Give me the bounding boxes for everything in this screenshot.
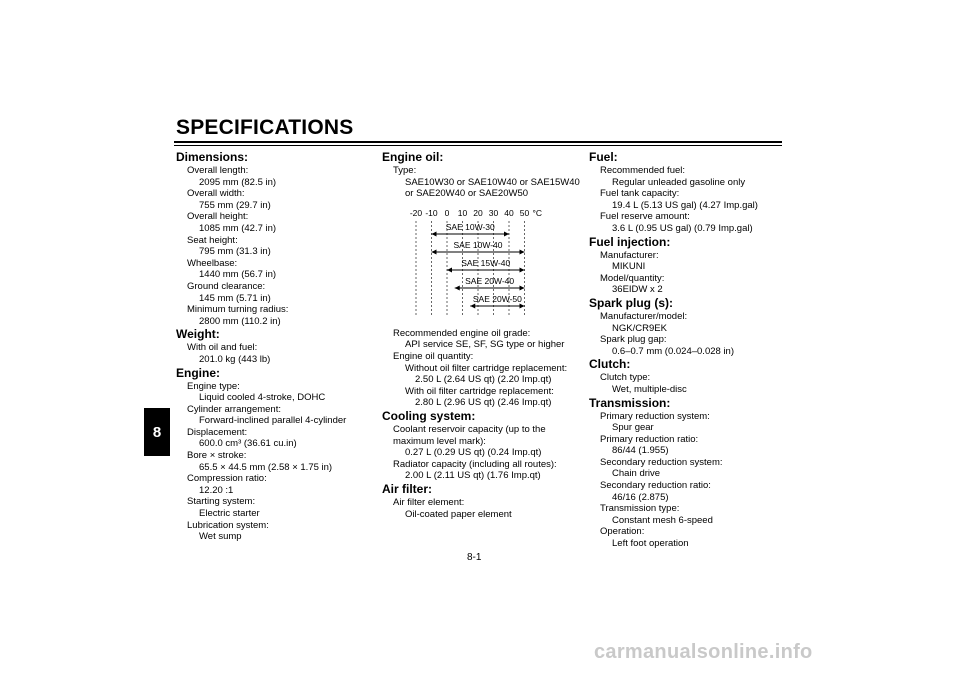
spec-value: 2.80 L (2.96 US qt) (2.46 Imp.qt) [415, 397, 552, 409]
section-heading-fuel-injection: Fuel injection: [589, 234, 671, 249]
arrow-left-icon [455, 285, 460, 290]
spec-value: Electric starter [199, 508, 260, 520]
spec-label: Secondary reduction ratio: [600, 480, 711, 492]
title-rule [174, 141, 782, 143]
spec-value: Wet sump [199, 531, 242, 543]
spec-value: 2.50 L (2.64 US qt) (2.20 Imp.qt) [415, 374, 552, 386]
spec-label: Manufacturer: [600, 249, 659, 261]
spec-label: Seat height: [187, 234, 238, 246]
arrow-right-icon [520, 285, 525, 290]
viscosity-grade-label: SAE 15W-40 [461, 257, 511, 268]
spec-value: 12.20 :1 [199, 484, 234, 496]
spec-value: 201.0 kg (443 lb) [199, 353, 271, 365]
section-heading-transmission: Transmission: [589, 395, 671, 410]
spec-label: Coolant reservoir capacity (up to the [393, 423, 546, 435]
arrow-left-icon [432, 249, 437, 254]
watermark: carmanualsonline.info [594, 641, 813, 663]
spec-value: Spur gear [612, 422, 654, 434]
spec-value: 46/16 (2.875) [612, 491, 669, 503]
spec-label: Recommended engine oil grade: [393, 327, 531, 339]
spec-label: Clutch type: [600, 372, 651, 384]
title-rule-thin [174, 145, 782, 146]
spec-value: 36EIDW x 2 [612, 284, 663, 296]
spec-label: Minimum turning radius: [187, 304, 289, 316]
spec-value: Chain drive [612, 468, 661, 480]
temp-unit-label: °C [532, 207, 543, 218]
spec-label: Starting system: [187, 496, 256, 508]
spec-label: Operation: [600, 526, 645, 538]
spec-label: Engine type: [187, 380, 240, 392]
oil-viscosity-svg [382, 206, 582, 326]
arrow-left-icon [432, 231, 437, 236]
arrow-right-icon [520, 249, 525, 254]
spec-value: 795 mm (31.3 in) [199, 246, 271, 258]
spec-value: 145 mm (5.71 in) [199, 292, 271, 304]
spec-value: 0.6–0.7 mm (0.024–0.028 in) [612, 345, 734, 357]
spec-label: Manufacturer/model: [600, 310, 688, 322]
spec-label: maximum level mark): [393, 435, 486, 447]
spec-label: Overall width: [187, 188, 245, 200]
viscosity-grade-label: SAE 10W-40 [453, 239, 503, 250]
spec-value: 600.0 cm³ (36.61 cu.in) [199, 438, 297, 450]
spec-value: NGK/CR9EK [612, 322, 667, 334]
spec-value: 19.4 L (5.13 US gal) (4.27 Imp.gal) [612, 199, 758, 211]
spec-label: Recommended fuel: [600, 165, 686, 176]
spec-label: Bore × stroke: [187, 450, 247, 462]
spec-label: Ground clearance: [187, 280, 266, 292]
spec-value: 3.6 L (0.95 US gal) (0.79 Imp.gal) [612, 222, 753, 234]
spec-value: 1085 mm (42.7 in) [199, 222, 277, 234]
spec-label: Model/quantity: [600, 272, 665, 284]
page-title: SPECIFICATIONS [176, 116, 354, 139]
spec-label: Primary reduction ratio: [600, 433, 699, 445]
spec-value: 0.27 L (0.29 US qt) (0.24 Imp.qt) [405, 447, 542, 459]
spec-label: Engine oil quantity: [393, 350, 474, 362]
spec-label: Radiator capacity (including all routes): [393, 458, 557, 470]
chapter-tab: 8 [144, 408, 170, 456]
viscosity-grade-label: SAE 10W-30 [445, 221, 495, 232]
spec-label: Primary reduction system: [600, 410, 710, 422]
spec-value: 2800 mm (110.2 in) [199, 315, 281, 327]
spec-label: Transmission type: [600, 503, 680, 515]
temp-tick-label: 10 [457, 207, 468, 218]
section-heading-weight: Weight: [176, 327, 220, 342]
arrow-left-icon [447, 267, 452, 272]
spec-value: Left foot operation [612, 538, 689, 550]
spec-label: Overall height: [187, 211, 249, 223]
spec-value: 86/44 (1.955) [612, 445, 669, 457]
section-heading-air-filter: Air filter: [382, 481, 433, 496]
page-number: 8-1 [467, 552, 482, 563]
oil-viscosity-chart [382, 206, 582, 326]
viscosity-grade-label: SAE 20W-50 [472, 293, 522, 304]
arrow-right-icon [520, 267, 525, 272]
section-heading-clutch: Clutch: [589, 357, 631, 372]
spec-value: Oil-coated paper element [405, 508, 512, 520]
temp-tick-label: 20 [473, 207, 483, 218]
temp-tick-label: -10 [425, 207, 438, 218]
spec-value: 2095 mm (82.5 in) [199, 176, 277, 188]
arrow-left-icon [470, 303, 475, 308]
spec-label: Overall length: [187, 165, 249, 176]
viscosity-grade-label: SAE 20W-40 [465, 275, 515, 286]
spec-label: With oil filter cartridge replacement: [405, 385, 554, 397]
spec-label: Lubrication system: [187, 519, 269, 531]
spec-value: Liquid cooled 4-stroke, DOHC [199, 392, 326, 404]
section-heading-spark-plug: Spark plug (s): [589, 295, 674, 310]
arrow-right-icon [504, 231, 509, 236]
spec-label: Air filter element: [393, 496, 465, 508]
spec-label: Displacement: [187, 426, 248, 438]
spec-value: 2.00 L (2.11 US qt) (1.76 Imp.qt) [405, 470, 541, 482]
section-heading-engine: Engine: [176, 365, 220, 380]
spec-value: MIKUNI [612, 261, 646, 273]
spec-label: Fuel reserve amount: [600, 211, 690, 223]
column-left [176, 150, 376, 543]
section-heading-engine-oil: Engine oil: [382, 150, 444, 164]
temp-tick-label: 50 [519, 207, 530, 218]
arrow-right-icon [520, 303, 525, 308]
spec-label: Compression ratio: [187, 473, 267, 485]
spec-label: Wheelbase: [187, 257, 238, 269]
spec-label: Cylinder arrangement: [187, 403, 281, 415]
temp-tick-label: 0 [444, 207, 450, 218]
section-heading-cooling: Cooling system: [382, 408, 476, 423]
spec-label: With oil and fuel: [187, 342, 258, 354]
column-middle [382, 150, 582, 520]
spec-value: 65.5 × 44.5 mm (2.58 × 1.75 in) [199, 461, 333, 473]
spec-value: Forward-inclined parallel 4-cylinder [199, 415, 347, 427]
section-heading-dimensions: Dimensions: [176, 150, 249, 164]
spec-value: 755 mm (29.7 in) [199, 199, 271, 211]
temp-tick-label: 40 [504, 207, 514, 218]
spec-value: or SAE20W40 or SAE20W50 [405, 188, 529, 200]
spec-label: Spark plug gap: [600, 334, 667, 346]
spec-label: Type: [393, 165, 417, 176]
temp-tick-label: 30 [488, 207, 499, 218]
section-heading-fuel: Fuel: [589, 150, 618, 164]
spec-value: Regular unleaded gasoline only [612, 176, 746, 188]
spec-value: Constant mesh 6-speed [612, 514, 713, 526]
temp-tick-label: -20 [409, 207, 423, 218]
spec-value: SAE10W30 or SAE10W40 or SAE15W40 [405, 176, 580, 188]
spec-label: Fuel tank capacity: [600, 188, 680, 200]
spec-label: Without oil filter cartridge replacement: [405, 362, 568, 374]
spec-value: Wet, multiple-disc [612, 383, 687, 395]
spec-label: Secondary reduction system: [600, 456, 723, 468]
spec-value: API service SE, SF, SG type or higher [405, 339, 565, 351]
spec-value: 1440 mm (56.7 in) [199, 269, 277, 281]
column-right [589, 150, 789, 550]
